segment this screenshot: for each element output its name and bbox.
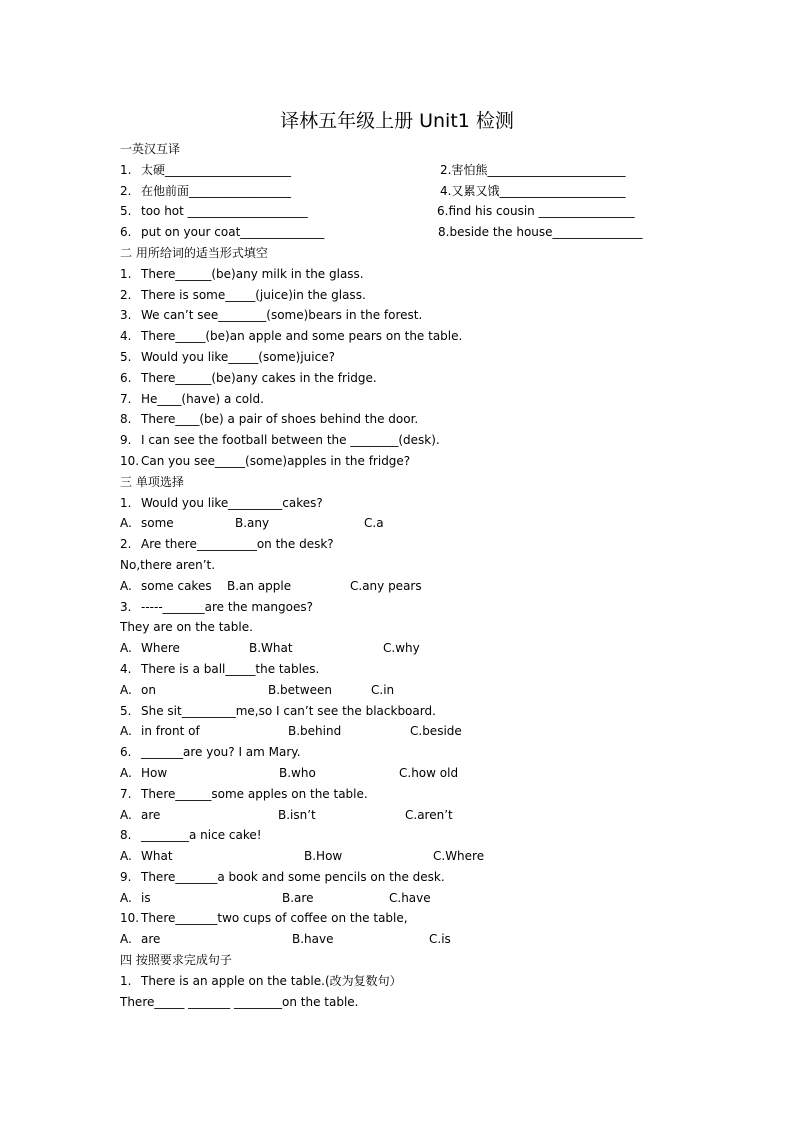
item-text: We can’t see________(some)bears in the forest. [141, 308, 423, 323]
option-letter: A. [120, 578, 132, 593]
options-row [120, 763, 680, 784]
question [120, 493, 680, 514]
option-letter: A. [120, 724, 132, 739]
option-b: B.are [282, 890, 314, 905]
option-b: B.between [268, 682, 332, 697]
option-c: C.aren’t [405, 807, 453, 822]
item-text: There____(be) a pair of shoes behind the door. [141, 412, 419, 427]
item-number: 6. [120, 225, 132, 240]
option-a: in front of [141, 724, 200, 739]
item-number: 5. [120, 349, 132, 364]
option-a: some [141, 516, 174, 531]
option-b: B.How [304, 849, 343, 864]
option-a: are [141, 807, 161, 822]
section-4-heading: 四 按照要求完成句子 [120, 953, 232, 968]
option-letter: A. [120, 682, 132, 697]
item-text: There_____(be)an apple and some pears on the table. [141, 329, 463, 344]
item-text-right: 2.害怕熊_______________________ [440, 162, 626, 177]
option-c: C.a [364, 516, 384, 531]
option-letter: A. [120, 807, 132, 822]
question [120, 784, 680, 805]
item-number: 2. [120, 183, 132, 198]
options-row [120, 721, 680, 742]
answer-line: There_____ _______ ________on the table. [120, 994, 359, 1009]
option-c: C.in [371, 682, 395, 697]
translation-row [120, 160, 680, 181]
option-a: is [141, 890, 151, 905]
question-extra: They are on the table. [120, 620, 253, 635]
option-a: How [141, 765, 168, 780]
fill-in-item [120, 368, 680, 389]
item-number: 10. [120, 911, 140, 926]
option-b: B.have [292, 932, 334, 947]
fill-in-item [120, 264, 680, 285]
option-b: B.any [235, 516, 270, 531]
option-letter: A. [120, 932, 132, 947]
item-number: 9. [120, 433, 132, 448]
item-number: 4. [120, 329, 132, 344]
fill-in-item [120, 389, 680, 410]
question-text: Would you like_________cakes? [141, 495, 323, 510]
option-letter: A. [120, 641, 132, 656]
option-letter: A. [120, 765, 132, 780]
question [120, 742, 680, 763]
question-text: There is an apple on the table.(改为复数句） [141, 973, 402, 988]
question-text: Are there__________on the desk? [141, 537, 334, 552]
option-b: B.an apple [227, 578, 292, 593]
item-number: 1. [120, 495, 132, 510]
question [120, 597, 680, 618]
item-number: 6. [120, 370, 132, 385]
options-row [120, 576, 680, 597]
question-text: She sit_________me,so I can’t see the blackboard. [141, 703, 436, 718]
option-letter: A. [120, 516, 132, 531]
section-2-heading: 二 用所给词的适当形式填空 [120, 245, 268, 260]
item-text: 太硬_____________________ [141, 162, 292, 177]
section-1-heading: 一英汉互译 [120, 142, 181, 156]
item-number: 1. [120, 973, 132, 988]
option-c: C.Where [433, 849, 485, 864]
item-text-right: 6.find his cousin ________________ [437, 204, 635, 219]
section-3-heading: 三 单项选择 [120, 474, 184, 489]
question-text: There is a ball_____the tables. [141, 661, 320, 676]
item-number: 3. [120, 599, 132, 614]
translation-row [120, 181, 680, 202]
item-text: There______(be)any milk in the glass. [141, 266, 364, 281]
item-text: There______(be)any cakes in the fridge. [141, 370, 377, 385]
item-number: 1. [120, 266, 132, 281]
worksheet-body [120, 139, 680, 1012]
item-text: There is some_____(juice)in the glass. [141, 287, 366, 302]
translation-row [120, 222, 680, 243]
item-number: 4. [120, 661, 132, 676]
option-a: are [141, 932, 161, 947]
question [120, 701, 680, 722]
item-number: 9. [120, 869, 132, 884]
fill-in-item [120, 430, 680, 451]
item-text-right: 8.beside the house_______________ [438, 225, 643, 240]
question [120, 867, 680, 888]
page-title: 译林五年级上册 Unit1 检测 [280, 110, 514, 132]
fill-in-item [120, 451, 680, 472]
item-text: Can you see_____(some)apples in the fridge? [141, 453, 411, 468]
option-c: C.is [429, 932, 451, 947]
item-text: put on your coat______________ [141, 225, 325, 240]
translation-row [120, 201, 680, 222]
item-text: He____(have) a cold. [141, 391, 264, 406]
item-text: 在他前面_________________ [141, 183, 292, 198]
item-text: Would you like_____(some)juice? [141, 349, 335, 364]
options-row [120, 680, 680, 701]
question-text: -----_______are the mangoes? [141, 599, 313, 614]
options-row [120, 513, 680, 534]
option-b: B.What [249, 641, 293, 656]
item-number: 10. [120, 453, 140, 468]
question [120, 971, 680, 992]
fill-in-item [120, 347, 680, 368]
item-number: 2. [120, 287, 132, 302]
option-a: some cakes [141, 578, 212, 593]
item-number: 1. [120, 162, 132, 177]
option-c: C.beside [410, 724, 462, 739]
question-text: ________a nice cake! [141, 828, 262, 843]
options-row [120, 888, 680, 909]
item-number: 8. [120, 828, 132, 843]
option-b: B.behind [288, 724, 342, 739]
item-text: too hot ____________________ [141, 204, 308, 219]
option-b: B.who [279, 765, 316, 780]
question [120, 534, 680, 555]
question [120, 825, 680, 846]
item-number: 6. [120, 745, 132, 760]
question-text: _______are you? I am Mary. [141, 745, 301, 760]
options-row [120, 929, 680, 950]
fill-in-item [120, 285, 680, 306]
option-letter: A. [120, 890, 132, 905]
item-number: 8. [120, 412, 132, 427]
question-text: There______some apples on the table. [141, 786, 368, 801]
item-number: 5. [120, 703, 132, 718]
option-c: C.any pears [350, 578, 422, 593]
item-text-right: 4.又累又饿_____________________ [440, 183, 626, 198]
item-number: 2. [120, 537, 132, 552]
question-text: There_______two cups of coffee on the table, [141, 911, 408, 926]
option-c: C.why [383, 641, 420, 656]
item-number: 7. [120, 391, 132, 406]
item-number: 7. [120, 786, 132, 801]
option-a: What [141, 849, 173, 864]
option-a: Where [141, 641, 180, 656]
question-extra: No,there aren’t. [120, 557, 216, 572]
option-b: B.isn’t [278, 807, 316, 822]
options-row [120, 805, 680, 826]
question [120, 659, 680, 680]
option-c: C.have [389, 890, 431, 905]
fill-in-item [120, 326, 680, 347]
options-row [120, 638, 680, 659]
option-letter: A. [120, 849, 132, 864]
option-a: on [141, 682, 156, 697]
fill-in-item [120, 409, 680, 430]
item-number: 3. [120, 308, 132, 323]
item-text: I can see the football between the ________(desk). [141, 433, 440, 448]
options-row [120, 846, 680, 867]
question-text: There_______a book and some pencils on the desk. [141, 869, 445, 884]
item-number: 5. [120, 204, 132, 219]
option-c: C.how old [399, 765, 459, 780]
fill-in-item [120, 305, 680, 326]
question [120, 908, 680, 929]
